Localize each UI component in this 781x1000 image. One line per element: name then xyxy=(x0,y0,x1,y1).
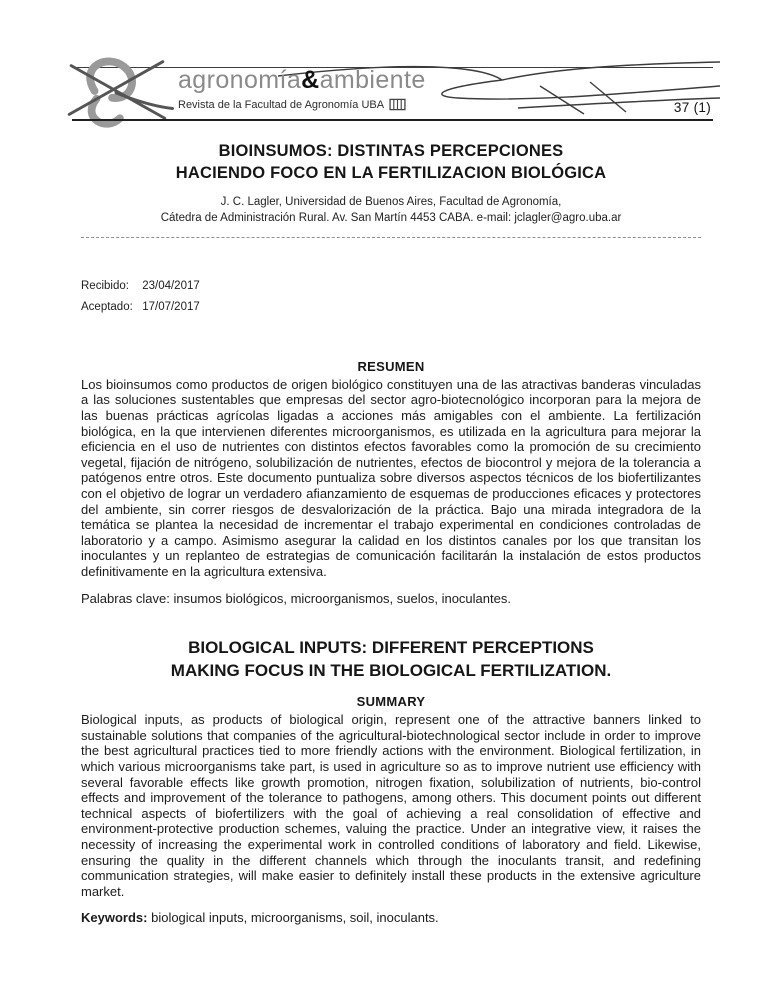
author-line-1: J. C. Lagler, Universidad de Buenos Aires, Facultad de Agronomía, xyxy=(220,195,562,208)
english-title-line-2: MAKING FOCUS IN THE BIOLOGICAL FERTILIZATION. xyxy=(170,661,612,681)
accepted-label: Aceptado: xyxy=(81,300,133,313)
keywords-text: biological inputs, microorganisms, soil, inoculants. xyxy=(151,910,439,926)
journal-subtitle: Revista de la Facultad de Agronomía UBA xyxy=(178,98,385,111)
author-line-2: Cátedra de Administración Rural. Av. San Martín 4453 CABA. e-mail: jclagler@agro.uba.ar xyxy=(160,212,622,225)
issue-number: 37 (1) xyxy=(673,100,711,115)
journal-logo-lockup xyxy=(178,68,426,111)
english-title-line-1: BIOLOGICAL INPUTS: DIFFERENT PERCEPTIONS xyxy=(188,637,594,657)
article-title-line-1: BIOINSUMOS: DISTINTAS PERCEPCIONES xyxy=(218,142,564,160)
article-column xyxy=(81,140,701,925)
journal-logo-icon xyxy=(56,50,176,128)
resumen-body: Los bioinsumos como productos de origen biológico constituyen una de las atractivas banderas vinculadas a las soluciones sustentables que empresas del sector agro-biotecnológico incorporan para la mejora de las buenas prácticas agrícolas ligadas a acciones más amigables con el ambiente. La fertilización biológica, en la que intervienen diferentes microorganismos, es utilizada en la agricultura para mejorar la eficiencia en el uso de nutrientes con distintos efectos favorables como la promoción de su crecimiento vegetal, fijación de nitrógeno, solubilización de nutrientes, efectos de biocontrol y mejora de la tolerancia a patógenos entre otros. Este documento puntualiza sobre diversos aspectos técnicos de los biofertilizantes con el objetivo de lograr un verdadero afianzamiento de esquemas de producciones eficaces y protectores del ambiente, sin correr riesgos de desvalorización de la práctica. Bajo una mirada integradora de la temática se plantea la necesidad de incrementar el trabajo experimental en condiciones controladas de laboratorio y a campo. Asimismo asegurar la calidad en los distintos canales por los que transitan los inoculantes y un replanteo de estrategias de comunicación facilitarán la instalación de estos productos definitivamente en la agricultura extensiva. xyxy=(81,376,701,579)
summary-heading: SUMMARY xyxy=(356,694,426,710)
logo-word-ambiente: ambiente xyxy=(319,66,426,94)
masthead-bottom-rule xyxy=(72,119,713,121)
article-title-line-2: HACIENDO FOCO EN LA FERTILIZACION BIOLÓGICA xyxy=(175,164,607,183)
keywords-row xyxy=(81,910,701,925)
keywords-label: Keywords: xyxy=(81,910,148,926)
journal-name xyxy=(178,68,426,93)
palabras-clave-row xyxy=(81,591,701,606)
dashed-divider xyxy=(81,237,701,238)
dates-block xyxy=(81,280,701,313)
received-date: 23/04/2017 xyxy=(142,279,200,292)
received-row xyxy=(81,280,701,292)
logo-ampersand-glyph: & xyxy=(301,66,320,94)
article-title xyxy=(81,140,701,185)
journal-masthead xyxy=(0,0,781,134)
accepted-row xyxy=(81,301,701,313)
palabras-clave-text: insumos biológicos, microorganismos, suelos, inoculantes. xyxy=(173,590,511,606)
uba-crest-icon xyxy=(389,98,406,111)
logo-word-agronomia: agronomía xyxy=(178,66,302,94)
journal-subtitle-row xyxy=(178,98,426,111)
resumen-heading: RESUMEN xyxy=(357,358,425,374)
received-label: Recibido: xyxy=(81,279,129,292)
summary-body: Biological inputs, as products of biological origin, represent one of the attractive banners linked to sustainable solutions that companies of the agricultural-biotechnological sector include in order to improve the best agricultural practices tied to more friendly actions with the environment. Biological fertilization, in which various microorganisms take part, is used in agriculture so as to improve nutrient use efficiency with several favorable effects like growth promotion, nitrogen fixation, solubilization of nutrients, bio-control effects and improvement of the tolerance to pathogens, among others. This document points out different technical aspects of biofertilizers with the goal of achieving a real consolidation of effective and environment-protective production schemes, valuing the practice. Under an integrative view, it raises the necessity of increasing the experimental work in controlled conditions of laboratory and field. Likewise, ensuring the quality in the different channels which through the inoculants transit, and redefining communication strategies, will make easier to definitely install these products in the extensive agriculture market. xyxy=(81,712,701,899)
palabras-clave-label: Palabras clave: xyxy=(81,590,170,606)
author-affiliation-block xyxy=(81,194,701,227)
accepted-date: 17/07/2017 xyxy=(142,300,200,313)
english-title xyxy=(81,636,701,684)
